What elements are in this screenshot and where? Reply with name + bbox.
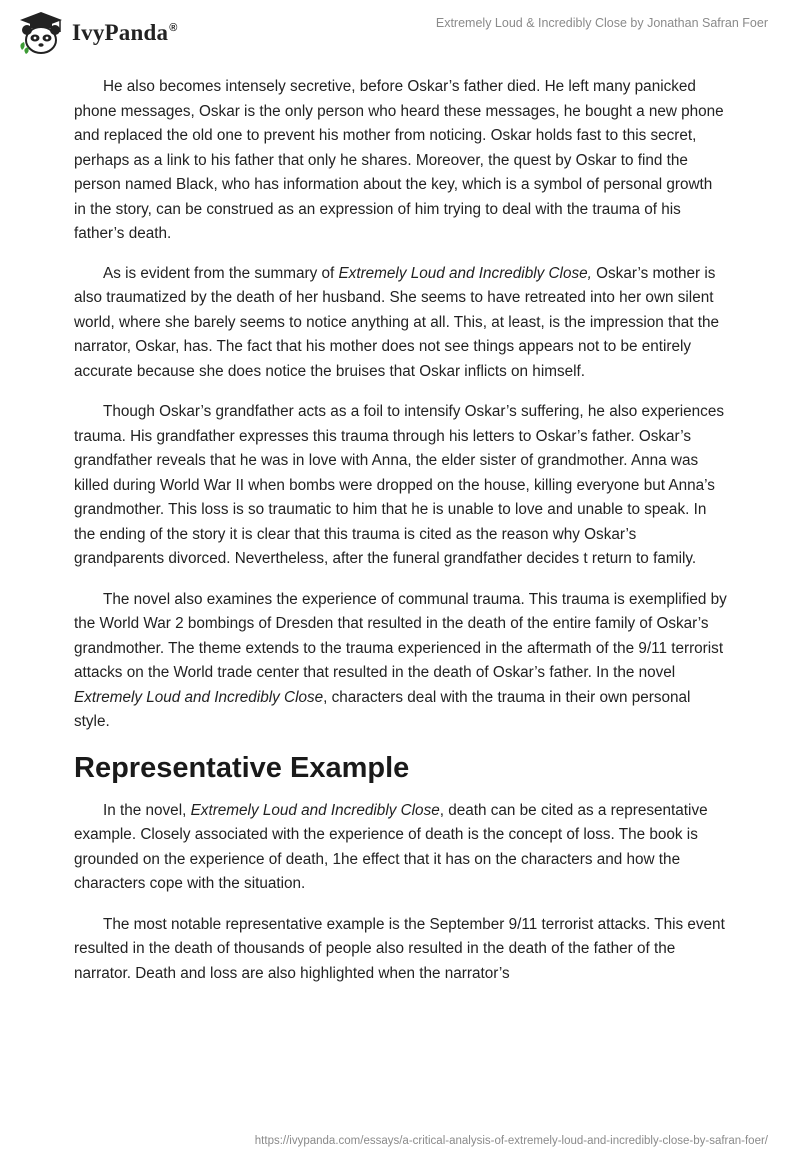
brand-text: IvyPanda [72,20,169,45]
paragraph-2-text-a: As is evident from the summary of [103,264,339,282]
source-url[interactable]: https://ivypanda.com/essays/a-critical-analysis-of-extremely-loud-and-incredibly-close-by-safran-foer/ [254,1135,768,1147]
registered-mark: ® [169,22,178,35]
ivypanda-logo[interactable] [16,8,178,58]
paragraph-4 [74,588,728,735]
paragraph-4-text-a: The novel also examines the experience of communal trauma. This trauma is exemplified by the World War 2 bombings of Dresden that resulted in the death of the entire family of Oskar’s grandmother. The theme extends to the trauma experienced in the aftermath of the 9/11 terrorist attacks on the World trade center that resulted in the death of Oskar’s father. In the novel [74,590,727,681]
page-header [0,0,800,72]
paragraph-5 [74,799,728,897]
paragraph-2 [74,262,728,385]
paragraph-5-text-a: In the novel, [103,801,191,819]
essay-body [74,75,728,1002]
paragraph-2-text-b: Oskar’s mother is also traumatized by the death of her husband. She seems to have retreated into her own silent world, where she barely seems to notice anything at all. This, at least, is the impression that the narrator, Oskar, has. The fact that his mother does not see things appears not to be entirely accurate because she does notice the bruises that Oskar inflicts on himself. [74,264,720,380]
paragraph-6: The most notable representative example is the September 9/11 terrorist attacks. This event resulted in the death of thousands of people also resulted in the death of the father of the narrator. Death and loss are also highlighted when the narrator’s [74,915,725,982]
brand-name [72,20,178,46]
paragraph-4-text-b: , characters deal with the trauma in their own personal style. [74,688,691,730]
paragraph-1: He also becomes intensely secretive, before Oskar’s father died. He left many panicked phone messages, Oskar is the only person who heard these messages, he bought a new phone and replaced the old one to prevent his mother from noticing. Oskar holds fast to this secret, perhaps as a link to his father that only he shares. Moreover, the quest by Oskar to find the person named Black, who has information about the key, which is a symbol of personal growth in the story, can be construed as an expression of him trying to deal with the trauma of his father’s death. [74,78,724,242]
panda-graduate-icon [16,10,66,56]
section-heading: Representative Example [74,751,410,784]
paragraph-3: Though Oskar’s grandfather acts as a foil to intensify Oskar’s suffering, he also experiences trauma. His grandfather expresses this trauma through his letters to Oskar’s father. Oskar’s grandfather reveals that he was in love with Anna, the elder sister of grandmother. Anna was killed during World War II when bombs were dropped on the house, killing everyone but Anna’s grandmother. This loss is so traumatic to him that he is unable to love and unable to speak. In the ending of the story it is clear that this trauma is cited as the reason why Oskar’s grandparents divorced. Nevertheless, after the funeral grandfather decides t return to family. [74,403,724,567]
book-title-italic: Extremely Loud and Incredibly Close [74,688,324,706]
book-title-italic: Extremely Loud and Incredibly Close [190,801,440,819]
running-title: Extremely Loud & Incredibly Close by Jonathan Safran Foer [435,16,768,30]
book-title-italic: Extremely Loud and Incredibly Close, [338,264,592,282]
paragraph-5-text-b: , death can be cited as a representative example. Closely associated with the experience of death is the concept of loss. The book is grounded on the experience of death, 1he effect that it has on the characters and how the characters cope with the situation. [74,801,708,892]
